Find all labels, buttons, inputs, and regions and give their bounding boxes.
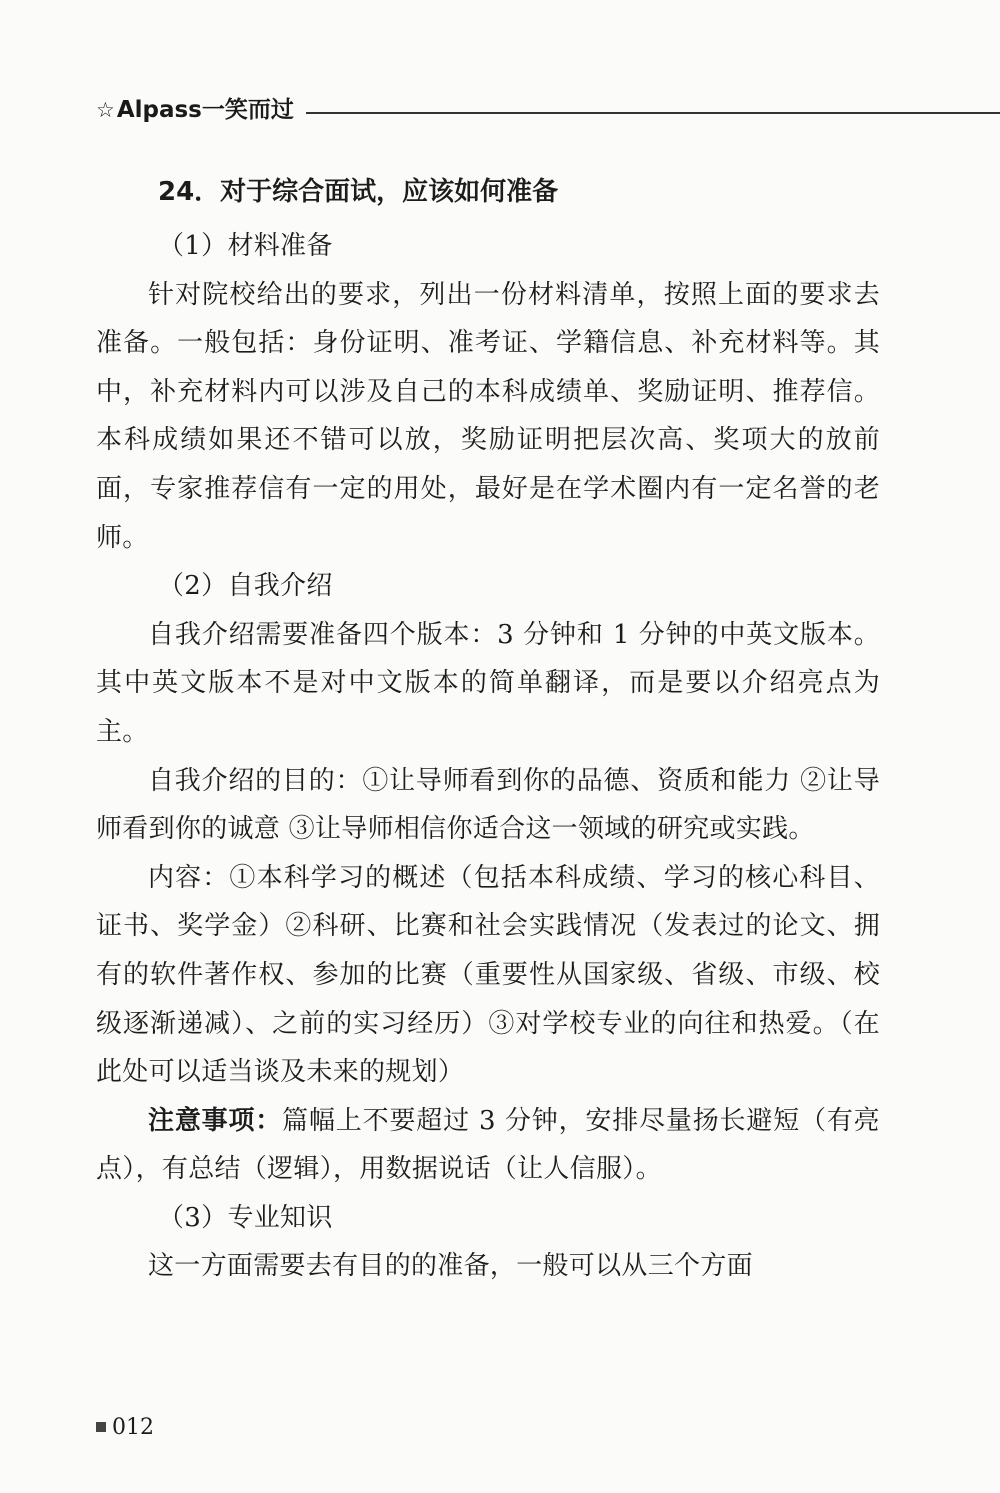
running-header bbox=[96, 90, 1000, 130]
square-bullet-icon bbox=[96, 1422, 106, 1432]
section-title: 24．对于综合面试，应该如何准备 bbox=[158, 177, 559, 207]
paragraph-professional: 这一方面需要去有目的的准备，一般可以从三个方面 bbox=[148, 1251, 753, 1282]
paragraph-self-intro-purpose: 自我介绍的目的：①让导师看到你的品德、资质和能力 ②让导师看到你的诚意 ③让导师相信你适合这一领域的研究或实践。 bbox=[96, 765, 880, 845]
paragraph-self-intro-content: 内容：①本科学习的概述（包括本科成绩、学习的核心科目、证书、奖学金）②科研、比赛和社会实践情况（发表过的论文、拥有的软件著作权、参加的比赛（重要性从国家级、省级、市级、校级逐渐递减）、之前的实习经历）③对学校专业的向往和热爱。（在此处可以适当谈及未来的规划） bbox=[96, 862, 880, 1088]
notes-text: 篇幅上不要超过 3 分钟，安排尽量扬长避短（有亮点），有总结（逻辑），用数据说话（让人信服）。 bbox=[96, 1105, 880, 1185]
subheading-self-intro: （2）自我介绍 bbox=[158, 571, 333, 602]
page-number: 012 bbox=[112, 1415, 154, 1440]
header-rule bbox=[306, 112, 1000, 114]
body-text bbox=[96, 222, 880, 1291]
star-icon: ☆ bbox=[96, 98, 115, 122]
paragraph-notes bbox=[96, 1097, 880, 1194]
paragraph-self-intro-versions: 自我介绍需要准备四个版本：3 分钟和 1 分钟的中英文版本。其中英文版本不是对中文版本的简单翻译，而是要以介绍亮点为主。 bbox=[96, 619, 880, 747]
page-footer bbox=[96, 1412, 154, 1444]
subheading-materials: （1）材料准备 bbox=[158, 231, 333, 261]
notes-label: 注意事项： bbox=[148, 1105, 283, 1136]
brand-logo bbox=[96, 90, 294, 130]
subheading-professional: （3）专业知识 bbox=[158, 1202, 333, 1233]
paragraph-materials: 针对院校给出的要求，列出一份材料清单，按照上面的要求去准备。一般包括：身份证明、准考证、学籍信息、补充材料等。其中，补充材料内可以涉及自己的本科成绩单、奖励证明、推荐信。本科成绩如果还不错可以放，奖励证明把层次高、奖项大的放前面，专家推荐信有一定的用处，最好是在学术圈内有一定名誉的老师。 bbox=[96, 279, 880, 553]
brand-text: Alpass一笑而过 bbox=[116, 97, 294, 123]
